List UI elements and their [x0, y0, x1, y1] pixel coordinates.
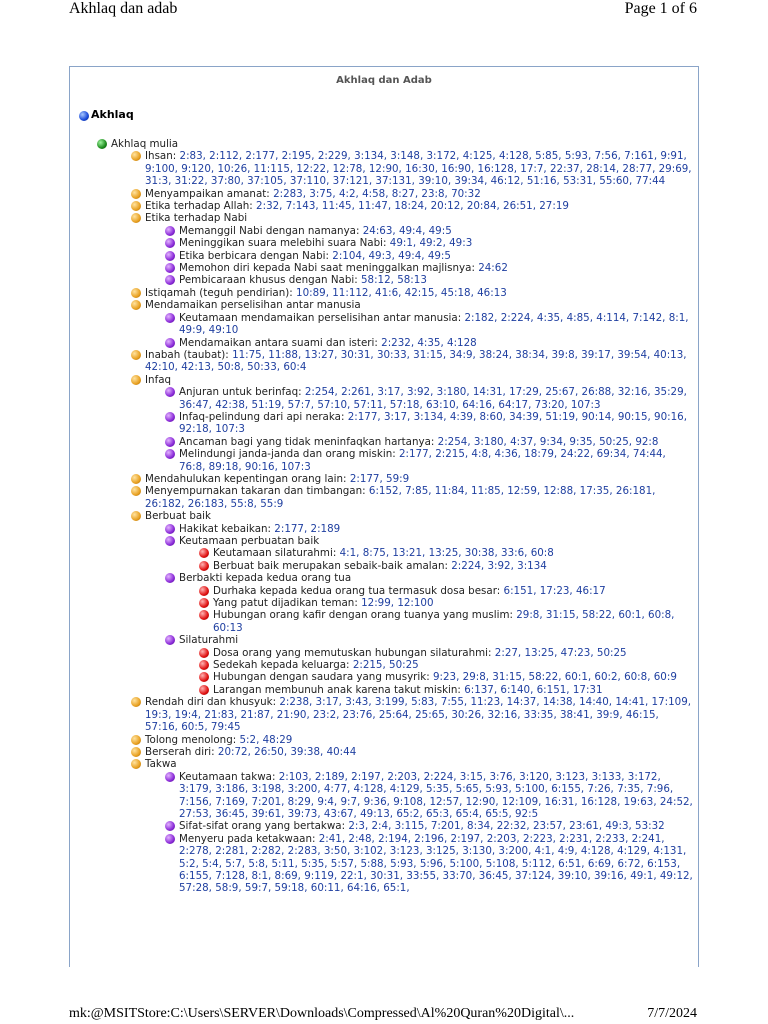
topic-list [97, 138, 693, 895]
orange-bullet-icon [131, 486, 141, 496]
verse-references[interactable]: 24:63, 49:4, 49:5 [362, 224, 452, 237]
topic-label: Melindungi janda-janda dan orang miskin: [179, 448, 396, 461]
topic-label: Silaturahmi [179, 634, 239, 647]
topic-item[interactable] [131, 473, 693, 485]
verse-references[interactable]: 58:12, 58:13 [360, 274, 427, 287]
topic-item[interactable] [165, 274, 693, 286]
topic-label: Keutamaan silaturahmi: [213, 547, 337, 560]
verse-references[interactable]: 24:62 [478, 262, 508, 275]
topic-item[interactable] [131, 696, 693, 733]
topic-item[interactable] [165, 771, 693, 821]
footer-path: mk:@MSITStore:C:\Users\SERVER\Downloads\Compressed\Al%20Quran%20Digital\... [69, 1006, 575, 1021]
topic-item[interactable] [131, 485, 693, 510]
section-heading-label: Akhlaq [91, 108, 134, 121]
verse-references[interactable]: 2:254, 3:180, 4:37, 9:34, 9:35, 50:25, 92:8 [437, 435, 659, 448]
orange-bullet-icon [131, 511, 141, 521]
topic-label: Ihsan: [145, 150, 177, 163]
topic-label: Yang patut dijadikan teman: [213, 597, 358, 610]
orange-bullet-icon [131, 735, 141, 745]
topic-item[interactable] [131, 212, 693, 286]
topic-label: Berbakti kepada kedua orang tua [179, 572, 352, 585]
orange-bullet-icon [131, 300, 141, 310]
verse-references[interactable]: 2:41, 2:48, 2:194, 2:196, 2:197, 2:203, 2:223, 2:231, 2:233, 2:241, 2:278, 2:281, 2:282, 2:283, 3:50, 3:102, 3:123, 3:125, 3:130, 3:200, 4:1, 4:9, 4:128, 4:129, 4:131, 5:2, 5:4, 5:7, 5:8, 5:11, 5:35, 5:57, 5:88, 5:93, 5:96, 5:100, 5:108, 5:112, 6:51, 6:69, 6:72, 6:153, 6:155, 7:128, 8:1, 8:69, 9:119, 22:1, 30:31, 33:55, 33:70, 36:45, 37:124, 39:10, 39:16, 49:1, 49:12, 57:28, 58:9, 59:7, 59:18, 60:11, 64:16, 65:1, [179, 832, 693, 895]
verse-references[interactable]: 2:177, 2:189 [274, 522, 341, 535]
verse-references[interactable]: 2:32, 7:143, 11:45, 11:47, 18:24, 20:12, 20:84, 26:51, 27:19 [256, 200, 569, 213]
topic-item[interactable] [199, 659, 693, 671]
green-bullet-icon [97, 139, 107, 149]
topic-label: Hubungan orang kafir dengan orang tuanya yang muslim: [213, 609, 513, 622]
verse-references[interactable]: 20:72, 26:50, 39:38, 40:44 [217, 745, 357, 758]
topic-item[interactable] [165, 634, 693, 696]
orange-bullet-icon [131, 350, 141, 360]
topic-item[interactable] [165, 262, 693, 274]
topic-label: Tolong menolong: [145, 733, 237, 746]
page-number: Page 1 of 6 [624, 0, 697, 17]
topic-label: Memanggil Nabi dengan namanya: [179, 224, 360, 237]
topic-label: Larangan membunuh anak karena takut miskin: [213, 683, 461, 696]
purple-bullet-icon [165, 449, 175, 459]
topic-item[interactable] [131, 746, 693, 758]
topic-label: Hubungan dengan saudara yang musyrik: [213, 671, 430, 684]
topic-item[interactable] [199, 585, 693, 597]
purple-bullet-icon [165, 573, 175, 583]
frame-title: Akhlaq dan Adab [336, 75, 432, 86]
red-bullet-icon [199, 561, 209, 571]
verse-references[interactable]: 11:75, 11:88, 13:27, 30:31, 30:33, 31:15, 34:9, 38:24, 38:34, 39:8, 39:17, 39:54, 40:13, 42:10, 42:13, 50:8, 50:33, 60:4 [145, 348, 687, 374]
verse-references[interactable]: 4:1, 8:75, 13:21, 13:25, 30:38, 33:6, 60:8 [339, 547, 554, 560]
orange-bullet-icon [131, 747, 141, 757]
topic-label: Pembicaraan khusus dengan Nabi: [179, 274, 358, 287]
orange-bullet-icon [131, 759, 141, 769]
orange-bullet-icon [131, 474, 141, 484]
topic-label: Etika berbicara dengan Nabi: [179, 249, 329, 262]
purple-bullet-icon [165, 821, 175, 831]
red-bullet-icon [199, 548, 209, 558]
topic-label: Sifat-sifat orang yang bertakwa: [179, 820, 346, 833]
topic-item[interactable] [97, 138, 693, 895]
topic-label: Berserah diri: [145, 745, 215, 758]
verse-references[interactable]: 6:152, 7:85, 11:84, 11:85, 12:59, 12:88, 17:35, 26:181, 26:182, 26:183, 55:8, 55:9 [145, 485, 656, 510]
topic-label: Sedekah kepada keluarga: [213, 659, 350, 672]
topic-item[interactable] [165, 312, 693, 337]
topic-list [145, 523, 693, 697]
topic-list [179, 547, 693, 572]
topic-label: Etika terhadap Nabi [145, 212, 248, 225]
topic-item[interactable] [165, 833, 693, 895]
verse-references[interactable]: 2:177, 3:17, 3:134, 4:39, 8:60, 34:39, 51:19, 90:14, 90:15, 90:16, 92:18, 107:3 [179, 410, 687, 436]
content-frame [69, 66, 699, 967]
purple-bullet-icon [165, 263, 175, 273]
red-bullet-icon [199, 648, 209, 658]
verse-references[interactable]: 10:89, 11:112, 41:6, 42:15, 45:18, 46:13 [296, 286, 507, 299]
topic-item[interactable] [165, 237, 693, 249]
verse-references[interactable]: 2:83, 2:112, 2:177, 2:195, 2:229, 3:134, 3:148, 3:172, 4:125, 4:128, 5:85, 5:93, 7:56, 7:161, 9:91, 9:100, 9:120, 10:26, 11:115, 12:22, 12:78, 12:90, 16:30, 16:90, 16:128, 17:7, 22:37, 28:14, 28:77, 29:69, 31:3, 31:22, 37:80, 37:105, 37:110, 37:121, 37:131, 39:10, 39:34, 46:12, 51:16, 53:31, 55:60, 77:44 [145, 150, 692, 188]
verse-references[interactable]: 2:254, 2:261, 3:17, 3:92, 3:180, 14:31, 17:29, 25:67, 26:88, 32:16, 35:29, 36:47, 42:38, 51:19, 57:7, 57:10, 57:11, 57:18, 63:10, 64:16, 64:17, 73:20, 107:3 [179, 386, 687, 411]
topic-item[interactable] [199, 671, 693, 683]
verse-references[interactable]: 2:103, 2:189, 2:197, 2:203, 2:224, 3:15, 3:76, 3:120, 3:123, 3:133, 3:172, 3:179, 3:186, 3:198, 3:200, 4:77, 4:128, 4:129, 5:35, 5:65, 5:93, 5:100, 6:155, 7:26, 7:35, 7:96, 7:156, 7:169, 7:201, 8:29, 9:4, 9:7, 9:36, 9:108, 12:57, 12:90, 12:109, 16:31, 16:128, 19:63, 24:52, 27:53, 36:45, 39:61, 39:73, 43:67, 49:13, 65:2, 65:3, 65:4, 65:5, 92:5 [179, 770, 693, 820]
topic-label: Mendamaikan antara suami dan isteri: [179, 336, 378, 349]
topic-label: Berbuat baik merupakan sebaik-baik amalan: [213, 559, 448, 572]
purple-bullet-icon [165, 238, 175, 248]
red-bullet-icon [199, 685, 209, 695]
topic-item[interactable] [199, 609, 693, 634]
topic-item[interactable] [199, 597, 693, 609]
topic-list [145, 312, 693, 349]
orange-bullet-icon [131, 151, 141, 161]
verse-references[interactable]: 2:283, 3:75, 4:2, 4:58, 8:27, 23:8, 70:32 [273, 187, 481, 200]
verse-references[interactable]: 2:104, 49:3, 49:4, 49:5 [332, 249, 451, 262]
topic-list [179, 647, 693, 697]
topic-item[interactable] [131, 299, 693, 349]
verse-references[interactable]: 5:2, 48:29 [239, 733, 293, 746]
document-title: Akhlaq dan adab [69, 0, 178, 17]
topic-item[interactable] [199, 547, 693, 559]
topic-label: Keutamaan takwa: [179, 770, 276, 783]
purple-bullet-icon [165, 524, 175, 534]
verse-references[interactable]: 2:238, 3:17, 3:43, 3:199, 5:83, 7:55, 11:23, 14:37, 14:38, 14:40, 14:41, 17:109, 19:3, 19:4, 21:83, 21:87, 21:90, 23:2, 23:76, 25:64, 25:65, 30:26, 32:16, 33:35, 38:41, 39:9, 46:15, 57:16, 60:5, 79:45 [145, 696, 692, 734]
orange-bullet-icon [131, 189, 141, 199]
topic-label: Inabah (taubat): [145, 348, 229, 361]
purple-bullet-icon [165, 635, 175, 645]
topic-item[interactable] [199, 560, 693, 572]
red-bullet-icon [199, 598, 209, 608]
topic-label: Takwa [145, 758, 177, 771]
topic-item[interactable] [165, 535, 693, 572]
purple-bullet-icon [165, 313, 175, 323]
topic-item[interactable] [165, 572, 693, 634]
purple-bullet-icon [165, 387, 175, 397]
verse-references[interactable]: 2:3, 2:4, 3:115, 7:201, 8:34, 22:32, 23:57, 23:61, 49:3, 53:32 [348, 820, 665, 833]
purple-bullet-icon [165, 338, 175, 348]
red-bullet-icon [199, 672, 209, 682]
topic-item[interactable] [165, 436, 693, 448]
orange-bullet-icon [131, 201, 141, 211]
topic-item[interactable] [131, 188, 693, 200]
topic-item[interactable] [199, 647, 693, 659]
topic-list [145, 386, 693, 473]
topic-item[interactable] [165, 386, 693, 411]
topic-label: Dosa orang yang memutuskan hubungan silaturahmi: [213, 646, 492, 659]
verse-references[interactable]: 6:151, 17:23, 46:17 [503, 584, 606, 597]
verse-references[interactable]: 2:182, 2:224, 4:35, 4:85, 4:114, 7:142, 8:1, 49:9, 49:10 [179, 311, 689, 337]
verse-references[interactable]: 2:27, 13:25, 47:23, 50:25 [494, 646, 627, 659]
red-bullet-icon [199, 610, 209, 620]
topic-label: Menyampaikan amanat: [145, 187, 270, 200]
verse-references[interactable]: 2:232, 4:35, 4:128 [381, 336, 477, 349]
topic-label: Meninggikan suara melebihi suara Nabi: [179, 237, 387, 250]
purple-bullet-icon [165, 437, 175, 447]
topic-item[interactable] [131, 200, 693, 212]
orange-bullet-icon [131, 375, 141, 385]
purple-bullet-icon [165, 226, 175, 236]
topic-label: Istiqamah (teguh pendirian): [145, 286, 293, 299]
purple-bullet-icon [165, 772, 175, 782]
topic-label: Mendamaikan perselisihan antar manusia [145, 299, 361, 312]
topic-item[interactable] [131, 349, 693, 374]
topic-label: Menyeru pada ketakwaan: [179, 832, 316, 845]
verse-references[interactable]: 49:1, 49:2, 49:3 [389, 237, 473, 250]
verse-references[interactable]: 2:215, 50:25 [352, 659, 419, 672]
verse-references[interactable]: 9:23, 29:8, 31:15, 58:22, 60:1, 60:2, 60:8, 60:9 [432, 671, 677, 684]
topic-item[interactable] [165, 523, 693, 535]
verse-references[interactable]: 2:177, 2:215, 4:8, 4:36, 18:79, 24:22, 69:34, 74:44, 76:8, 89:18, 90:16, 107:3 [179, 448, 666, 473]
topic-label: Hakikat kebaikan: [179, 522, 272, 535]
purple-bullet-icon [165, 275, 175, 285]
topic-label: Akhlaq mulia [111, 138, 179, 150]
red-bullet-icon [199, 586, 209, 596]
topic-list [111, 150, 693, 894]
verse-references[interactable]: 12:99, 12:100 [361, 597, 434, 610]
topic-label: Infaq [145, 373, 172, 386]
purple-bullet-icon [165, 834, 175, 844]
topic-item[interactable] [165, 448, 693, 473]
topic-item[interactable] [131, 150, 693, 187]
verse-references[interactable]: 29:8, 31:15, 58:22, 60:1, 60:8, 60:13 [213, 609, 675, 634]
verse-references[interactable]: 6:137, 6:140, 6:151, 17:31 [464, 683, 603, 696]
topic-tree [97, 138, 693, 895]
purple-bullet-icon [165, 251, 175, 261]
topic-item[interactable] [131, 287, 693, 299]
red-bullet-icon [199, 660, 209, 670]
verse-references[interactable]: 2:177, 59:9 [349, 472, 410, 485]
orange-bullet-icon [131, 697, 141, 707]
topic-item[interactable] [165, 411, 693, 436]
topic-item[interactable] [131, 758, 693, 894]
topic-item[interactable] [131, 374, 693, 473]
topic-item[interactable] [131, 734, 693, 746]
orange-bullet-icon [131, 213, 141, 223]
topic-label: Mendahulukan kepentingan orang lain: [145, 472, 347, 485]
topic-label: Keutamaan mendamaikan perselisihan antar manusia: [179, 311, 462, 324]
footer-date: 7/7/2024 [647, 1006, 697, 1021]
topic-label: Durhaka kepada kedua orang tua termasuk dosa besar: [213, 584, 501, 597]
verse-references[interactable]: 2:224, 3:92, 3:134 [451, 559, 547, 572]
topic-label: Anjuran untuk berinfaq: [179, 386, 302, 399]
topic-label: Keutamaan perbuatan baik [179, 535, 320, 547]
topic-item[interactable] [199, 684, 693, 696]
topic-label: Etika terhadap Allah: [145, 200, 253, 213]
topic-label: Menyempurnakan takaran dan timbangan: [145, 485, 366, 498]
purple-bullet-icon [165, 536, 175, 546]
topic-item[interactable] [165, 225, 693, 237]
topic-item[interactable] [165, 337, 693, 349]
purple-bullet-icon [165, 412, 175, 422]
topic-list [145, 771, 693, 895]
topic-label: Memohon diri kepada Nabi saat meninggalkan majlisnya: [179, 262, 475, 275]
topic-item[interactable] [165, 820, 693, 832]
orange-bullet-icon [131, 288, 141, 298]
topic-label: Infaq-pelindung dari api neraka: [179, 410, 345, 423]
topic-label: Rendah diri dan khusyuk: [145, 696, 277, 709]
topic-label: Berbuat baik [145, 510, 211, 523]
topic-label: Ancaman bagi yang tidak meninfaqkan hartanya: [179, 435, 435, 448]
section-heading [79, 108, 134, 121]
topic-item[interactable] [165, 250, 693, 262]
topic-list [145, 225, 693, 287]
topic-item[interactable] [131, 510, 693, 696]
topic-list [179, 585, 693, 635]
blue-bullet-icon [79, 111, 89, 121]
